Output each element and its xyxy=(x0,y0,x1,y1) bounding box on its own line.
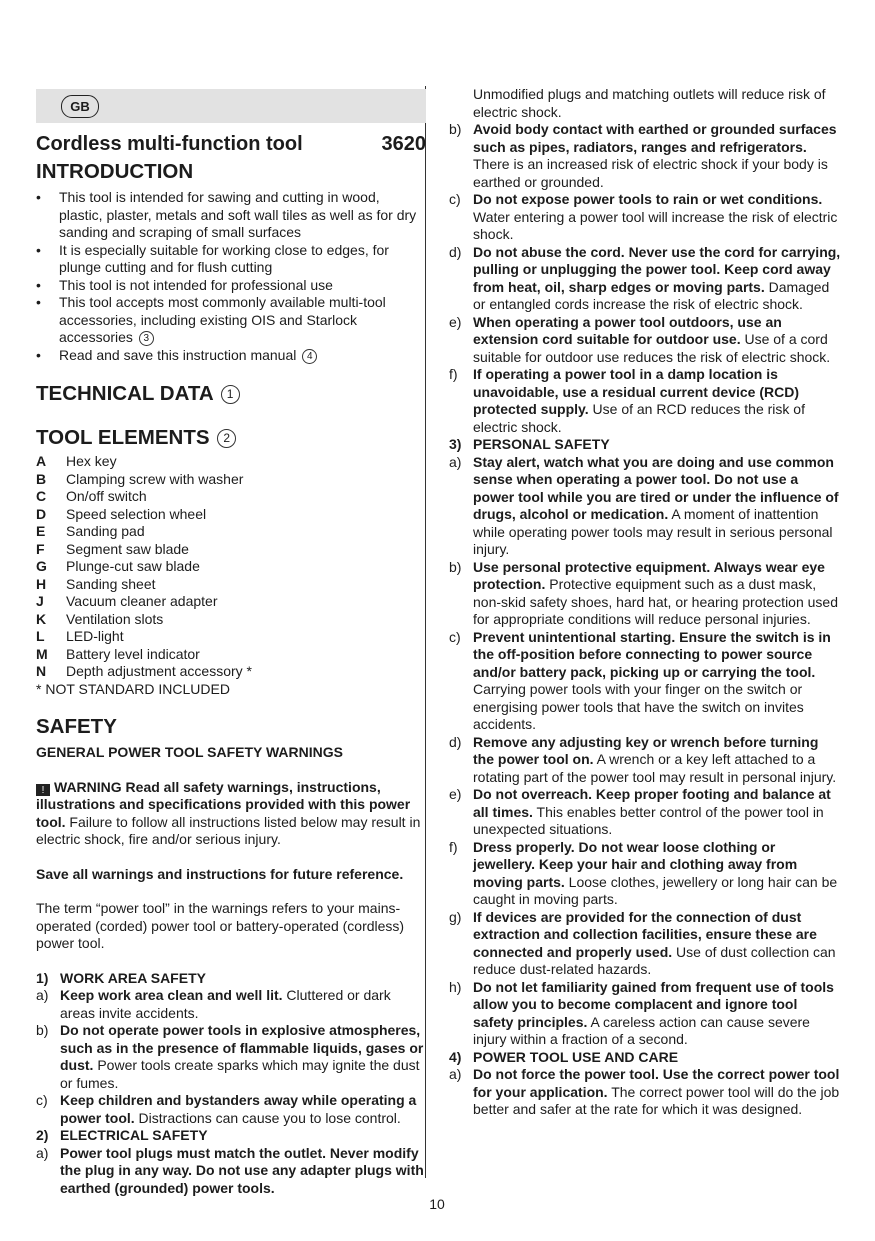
figure-ref-4: 4 xyxy=(302,349,317,364)
section-heading: 2) ELECTRICAL SAFETY xyxy=(36,1127,208,1143)
list-item: • This tool accepts most commonly available multi-tool accessories, including existing OIS and Starlock accessories 3 xyxy=(36,294,386,345)
list-item: • Read and save this instruction manual 4 xyxy=(36,347,426,365)
list-item: c) Prevent unintentional starting. Ensure the switch is in the off-position before connecting to power source and/or battery pack, picking up or carrying the tool. Carrying power tools with your finger on the switch or energising power tools that have the switch on invites accidents. xyxy=(449,628,831,732)
term-note: The term “power tool” in the warnings refers to your mains-operated (corded) power tool or battery-operated (cordless) power tool. xyxy=(36,900,405,951)
tool-elements-list xyxy=(36,453,426,698)
warning-paragraph: ! WARNING Read all safety warnings, instructions, illustrations and specifications provided with this power tool. Failure to follow all instructions listed below may result in electric shock, fire and/or serious injury. xyxy=(36,778,421,847)
intro-heading: INTRODUCTION xyxy=(36,160,194,183)
list-item: N Depth adjustment accessory * xyxy=(36,663,252,679)
section-heading: 3) PERSONAL SAFETY xyxy=(449,436,610,452)
list-item: M Battery level indicator xyxy=(36,645,200,662)
tool-elements-heading: TOOL ELEMENTS 2 xyxy=(36,426,426,450)
list-item: G Plunge-cut saw blade xyxy=(36,558,200,574)
list-item: b) Do not operate power tools in explosive atmospheres, such as in the presence of flammable liquids, gases or dust. Power tools create sparks which may ignite the dust or fumes. xyxy=(36,1022,424,1091)
list-item: E Sanding pad xyxy=(36,523,145,539)
list-item: a) Stay alert, watch what you are doing and use common sense when operating a power tool. Do not use a power tool while you are tired or under the influence of drugs, alcohol or medication. A moment of inattention while operating power tools may result in serious personal injury. xyxy=(449,453,839,557)
page-number: 10 xyxy=(429,1196,445,1212)
list-item: b) Avoid body contact with earthed or grounded surfaces such as pipes, radiators, ranges and refrigerators. There is an increased risk of electric shock if your body is earthed or grounded. xyxy=(449,121,837,190)
list-item: c) Keep children and bystanders away while operating a power tool. Distractions can cause you to lose control. xyxy=(36,1092,417,1126)
list-item: f) If operating a power tool in a damp location is unavoidable, use a residual current device (RCD) protected supply. Use of an RCD reduces the risk of electric shock. xyxy=(449,366,805,435)
list-item: e) Do not overreach. Keep proper footing and balance at all times. This enables better control of the power tool in unexpected situations. xyxy=(449,786,831,837)
list-item: A Hex key xyxy=(36,453,117,469)
list-item: • This tool is not intended for professional use xyxy=(36,276,333,293)
list-item: c) Do not expose power tools to rain or wet conditions. Water entering a power tool will increase the risk of electric shock. xyxy=(449,191,838,242)
list-item: C On/off switch xyxy=(36,488,147,504)
save-note: Save all warnings and instructions for future reference. xyxy=(36,865,404,882)
list-item: e) When operating a power tool outdoors, use an extension cord suitable for outdoor use. Use of a cord suitable for outdoor use reduces the risk of electric shock. xyxy=(449,313,831,365)
list-item: g) If devices are provided for the connection of dust extraction and collection facilities, ensure these are connected and properly used. Use of dust collection can reduce dust-related hazards. xyxy=(449,908,836,977)
list-item: D Speed selection wheel xyxy=(36,505,207,522)
model-number: 3620 xyxy=(381,133,426,155)
intro-list xyxy=(36,189,426,364)
list-item: a) Do not force the power tool. Use the correct power tool for your application. The correct power tool will do the job better and safer at the rate for which it was designed. xyxy=(449,1066,840,1117)
list-item: B Clamping screw with washer xyxy=(36,470,244,487)
language-header-bar xyxy=(36,89,426,123)
safety-heading: SAFETY xyxy=(36,715,117,738)
figure-ref-2: 2 xyxy=(217,429,236,448)
list-item: a) Keep work area clean and well lit. Cluttered or dark areas invite accidents. xyxy=(36,987,391,1021)
list-item: J Vacuum cleaner adapter xyxy=(36,593,218,609)
section-heading: 4) POWER TOOL USE AND CARE xyxy=(449,1048,679,1065)
list-item: h) Do not let familiarity gained from frequent use of tools allow you to become complacent and ignore tool safety principles. A careless action can cause severe injury within a fraction of a second. xyxy=(449,978,834,1047)
list-item: d) Do not abuse the cord. Never use the cord for carrying, pulling or unplugging the power tool. Keep cord away from heat, oil, sharp edges or moving parts. Damaged or entangled cords increase the risk of electric shock. xyxy=(449,243,841,312)
list-item: f) Dress properly. Do not wear loose clothing or jewellery. Keep your hair and clothing away from moving parts. Loose clothes, jewellery or long hair can be caught in moving parts. xyxy=(449,838,838,907)
safety-subheading: GENERAL POWER TOOL SAFETY WARNINGS xyxy=(36,744,343,760)
list-item: L LED-light xyxy=(36,628,124,644)
list-item: d) Remove any adjusting key or wrench before turning the power tool on. A wrench or a key left attached to a rotating part of the power tool may result in personal injury. xyxy=(449,733,837,785)
list-item: b) Use personal protective equipment. Always wear eye protection. Protective equipment such as a dust mask, non-skid safety shoes, hard hat, or hearing protection used for appropriate conditions will reduce personal injuries. xyxy=(449,558,838,627)
technical-data-heading: TECHNICAL DATA 1 xyxy=(36,382,426,406)
list-item: F Segment saw blade xyxy=(36,540,189,557)
list-item: • It is especially suitable for working close to edges, for plunge cutting and for flush cutting xyxy=(36,241,389,275)
warning-icon: ! xyxy=(36,784,50,796)
section-heading: 1) WORK AREA SAFETY xyxy=(36,969,206,986)
figure-ref-3: 3 xyxy=(139,331,154,346)
list-item: a) Power tool plugs must match the outlet. Never modify the plug in any way. Do not use any adapter plugs with earthed (grounded) power tools. xyxy=(36,1144,424,1196)
list-item-continued: Unmodified plugs and matching outlets will reduce risk of electric shock. xyxy=(473,86,826,120)
document-title: Cordless multi-function tool xyxy=(36,133,303,155)
footnote: * NOT STANDARD INCLUDED xyxy=(36,680,230,697)
figure-ref-1: 1 xyxy=(221,385,240,404)
document-title-row xyxy=(36,132,426,156)
list-item: • This tool is intended for sawing and cutting in wood, plastic, plaster, metals and soft wall tiles as well as for dry sanding and scraping of small surfaces xyxy=(36,189,417,240)
list-item: H Sanding sheet xyxy=(36,575,156,592)
left-column xyxy=(36,86,426,1197)
list-item: K Ventilation slots xyxy=(36,610,164,627)
language-badge: GB xyxy=(61,95,99,118)
right-column xyxy=(449,86,841,1119)
